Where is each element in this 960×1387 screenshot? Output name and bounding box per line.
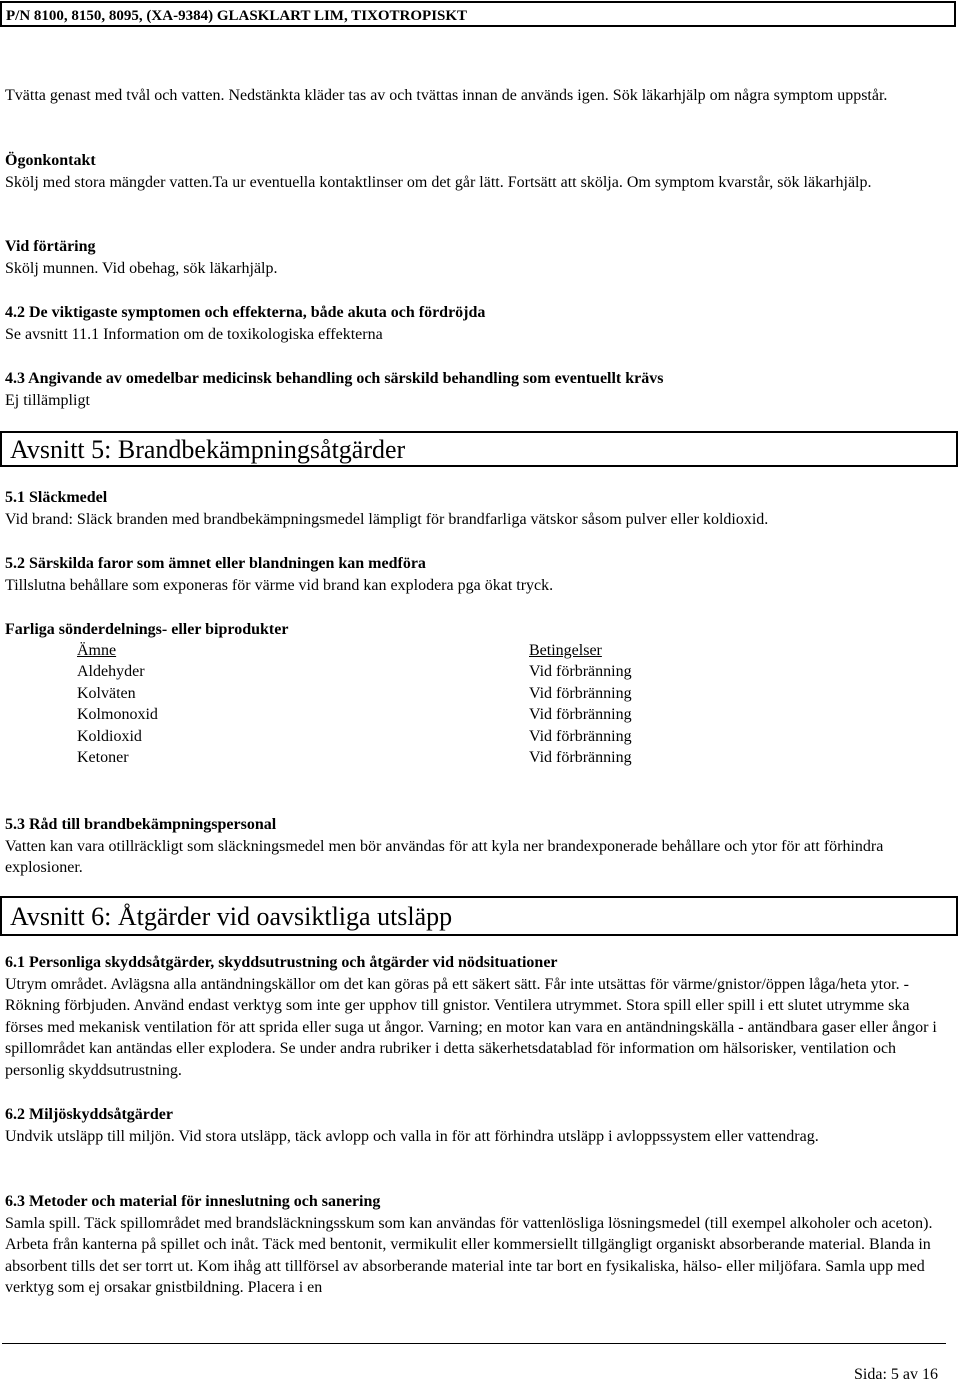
section-6-1-text: Utrym området. Avlägsna alla antändningskällor om det kan göras på ett säkert sätt. Får inte utsättas för värme/gnistor/öppen låga/heta ytor. - Rökning förbjuden. Använd endast verktyg som inte ger upphov till gnistor. Ventilera utrymmet. Stora spill eller spill i ett slutet utrymme ska förses med mekanisk ventilation för att sprida eller suga ut ångor. Varning; en motor kan vara en antändningskälla - antändbara gaser eller ångor i spillområdet kan antändas eller explodera. Se under andra rubriker i detta säkerhetsdatablad för information om hälsorisker, ventilation och personlig skyddsutrustning.: [5, 975, 937, 1079]
ingestion-heading: Vid förtäring: [5, 238, 96, 255]
condition-cell: Vid förbränning: [529, 706, 632, 723]
condition-cell: Vid förbränning: [529, 749, 632, 766]
substance-cell: Koldioxid: [77, 728, 142, 745]
section-6-2-text: Undvik utsläpp till miljön. Vid stora utsläpp, täck avlopp och valla in för att förhindra utsläpp i avloppssystem eller vattendrag.: [5, 1127, 819, 1145]
section-6-2-heading: 6.2 Miljöskyddsåtgärder: [5, 1106, 173, 1123]
skin-contact-text: Tvätta genast med tvål och vatten. Nedstänkta kläder tas av och tvättas innan de används igen. Sök läkarhjälp om några symptom uppstår.: [5, 87, 888, 104]
ingestion-text: Skölj munnen. Vid obehag, sök läkarhjälp.: [5, 259, 278, 277]
section-6-2: [5, 1104, 950, 1147]
substance-cell: Kolväten: [77, 685, 136, 702]
section-4-3: [5, 368, 950, 411]
section-5-1: [5, 487, 950, 530]
section-5-title: Avsnitt 5: Brandbekämpningsåtgärder: [0, 431, 958, 467]
section-5-3-heading: 5.3 Råd till brandbekämpningspersonal: [5, 816, 277, 833]
document-header: P/N 8100, 8150, 8095, (XA-9384) GLASKLART LIM, TIXOTROPISKT: [0, 1, 956, 27]
section-6-1: [5, 952, 950, 1081]
substance-column-header: Ämne: [77, 642, 117, 659]
section-5-3: [5, 814, 950, 879]
section-5-1-heading: 5.1 Släckmedel: [5, 489, 108, 506]
section-4-2-text: Se avsnitt 11.1 Information om de toxikologiska effekterna: [5, 325, 383, 343]
section-6-1-heading: 6.1 Personliga skyddsåtgärder, skyddsutrustning och åtgärder vid nödsituationer: [5, 954, 558, 971]
section-5-2-text: Tillslutna behållare som exponeras för värme vid brand kan explodera pga ökat tryck.: [5, 576, 554, 594]
footer-divider: [2, 1343, 946, 1344]
condition-cell: Vid förbränning: [529, 728, 632, 745]
section-5-1-text: Vid brand: Släck branden med brandbekämpningsmedel lämpligt för brandfarliga vätskor såsom pulver eller koldioxid.: [5, 510, 769, 528]
substance-cell: Aldehyder: [77, 663, 145, 680]
hazard-products-heading-block: [5, 619, 950, 641]
section-4-2-heading: 4.2 De viktigaste symptomen och effekterna, både akuta och fördröjda: [5, 304, 486, 321]
section-4-3-text: Ej tillämpligt: [5, 391, 90, 409]
section-6-3: [5, 1191, 950, 1299]
condition-cell: Vid förbränning: [529, 685, 632, 702]
section-4-2: [5, 302, 950, 345]
section-5-2: [5, 553, 950, 596]
skin-contact-block: [5, 85, 950, 107]
hazard-products-heading: Farliga sönderdelnings- eller biprodukter: [5, 621, 289, 638]
section-6-3-text: Samla spill. Täck spillområdet med brandsläckningsskum som kan användas för vattenlösliga lösningsmedel (till exempel alkoholer och aceton). Arbeta från kanterna på spillet och inåt. Täck med bentonit, vermikulit eller kommersiellt tillgängligt organiskt absorberande material. Blanda in absorbent tills det ser torrt ut. Kom ihåg att tillförsel av absorberande material inte tar bort en fysikaliska, hälso- eller miljöfara. Samla upp med verktyg som ej orsakar gnistbildning. Placera i en: [5, 1214, 933, 1296]
eye-contact-block: [5, 150, 950, 193]
substance-cell: Kolmonoxid: [77, 706, 158, 723]
section-6-3-heading: 6.3 Metoder och material för inneslutning och sanering: [5, 1193, 381, 1210]
ingestion-block: [5, 236, 950, 279]
section-5-3-text: Vatten kan vara otillräckligt som släckningsmedel men bör användas för att kyla ner brandexponerade behållare och ytor för att förhindra explosioner.: [5, 837, 884, 876]
section-6-title: Avsnitt 6: Åtgärder vid oavsiktliga utsläpp: [0, 896, 958, 936]
eye-contact-heading: Ögonkontakt: [5, 152, 96, 169]
section-5-2-heading: 5.2 Särskilda faror som ämnet eller blandningen kan medföra: [5, 555, 426, 572]
page-number: Sida: 5 av 16: [854, 1366, 938, 1383]
eye-contact-text: Skölj med stora mängder vatten.Ta ur eventuella kontaktlinser om det går lätt. Fortsätt att skölja. Om symptom kvarstår, sök läkarhjälp.: [5, 173, 872, 191]
conditions-column-header: Betingelser: [529, 642, 602, 659]
section-4-3-heading: 4.3 Angivande av omedelbar medicinsk behandling och särskild behandling som eventuellt krävs: [5, 370, 664, 387]
condition-cell: Vid förbränning: [529, 663, 632, 680]
substance-cell: Ketoner: [77, 749, 129, 766]
